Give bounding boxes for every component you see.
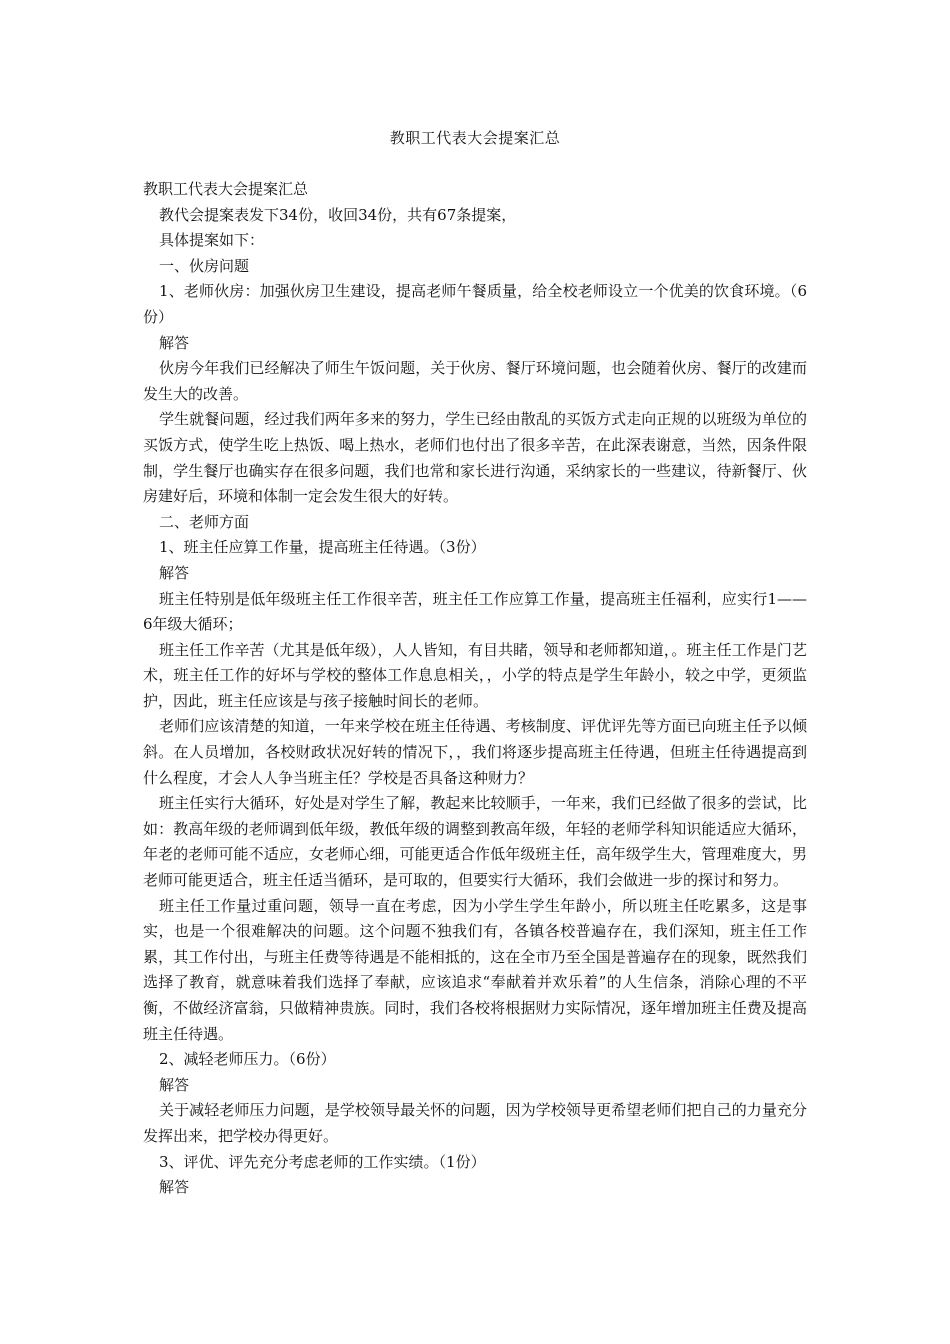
intro-paragraph: 教代会提案表发下34份，收回34份，共有67条提案， bbox=[159, 205, 517, 224]
answer-label: 解答 bbox=[159, 563, 190, 582]
section-heading: 一、伙房问题 bbox=[159, 256, 250, 275]
proposal-item: 3、评优、评先充分考虑老师的工作实绩。（1份） bbox=[159, 1152, 486, 1171]
answer-label: 解答 bbox=[159, 1075, 190, 1094]
document-title: 教职工代表大会提案汇总 bbox=[389, 129, 561, 147]
answer-paragraph: 老师们应该清楚的知道，一年来学校在班主任待遇、考核制度、评优评先等方面已向班主任予以倾斜。在人员增加，各校财政状况好转的情况下，，我们将逐步提高班主任待遇，但班主任待遇提高到什么程度，才会人人争当班主任？学校是否具备这种财力？ bbox=[143, 717, 807, 787]
proposal-item: 1、老师伙房：加强伙房卫生建设，提高老师午餐质量，给全校老师设立一个优美的饮食环境。（6份） bbox=[143, 282, 807, 326]
intro-paragraph: 具体提案如下： bbox=[159, 231, 265, 250]
answer-paragraph: 班主任实行大循环，好处是对学生了解，教起来比较顺手，一年来，我们已经做了很多的尝试，比如：教高年级的老师调到低年级，教低年级的调整到教高年级，年轻的老师学科知识能适应大循环，年老的老师可能不适应，女老师心细，可能更适合作低年级班主任，高年级学生大，管理难度大，男老师可能更适合，班主任适当循环，是可取的，但要实行大循环，我们会做进一步的探讨和努力。 bbox=[143, 794, 807, 890]
document-body bbox=[143, 177, 807, 1201]
answer-paragraph: 学生就餐问题，经过我们两年多来的努力，学生已经由散乱的买饭方式走向正规的以班级为单位的买饭方式，使学生吃上热饭、喝上热水，老师们也付出了很多辛苦，在此深表谢意，当然，因条件限制，学生餐厅也确实存在很多问题，我们也常和家长进行沟通，采纳家长的一些建议，待新餐厅、伙房建好后，环境和体制一定会发生很大的好转。 bbox=[143, 410, 807, 506]
body-heading: 教职工代表大会提案汇总 bbox=[143, 180, 309, 198]
proposal-item: 2、减轻老师压力。（6份） bbox=[159, 1050, 336, 1069]
answer-label: 解答 bbox=[159, 333, 190, 352]
proposal-item: 1、班主任应算工作量，提高班主任待遇。（3份） bbox=[159, 538, 486, 557]
answer-label: 解答 bbox=[159, 1178, 190, 1197]
answer-paragraph: 伙房今年我们已经解决了师生午饭问题，关于伙房、餐厅环境问题，也会随着伙房、餐厅的改建而发生大的改善。 bbox=[143, 359, 807, 403]
answer-paragraph: 班主任特别是低年级班主任工作很辛苦，班主任工作应算工作量，提高班主任福利，应实行1——6年级大循环； bbox=[143, 589, 807, 634]
answer-paragraph: 关于减轻老师压力问题，是学校领导最关怀的问题，因为学校领导更希望老师们把自己的力量充分发挥出来，把学校办得更好。 bbox=[143, 1101, 807, 1145]
section-heading: 二、老师方面 bbox=[159, 512, 250, 531]
answer-paragraph: 班主任工作量过重问题，领导一直在考虑，因为小学生学生年龄小，所以班主任吃累多，这是事实，也是一个很难解决的问题。这个问题不独我们有，各镇各校普遍存在，我们深知，班主任工作累，其工作付出，与班主任费等待遇是不能相抵的，这在全市乃至全国是普遍存在的现象，既然我们选择了教育，就意味着我们选择了奉献，应该追求“奉献着并欢乐着”的人生信条，消除心理的不平衡，不做经济富翁，只做精神贵族。同时，我们各校将根据财力实际情况，逐年增加班主任费及提高班主任待遇。 bbox=[143, 896, 807, 1043]
answer-paragraph: 班主任工作辛苦（尤其是低年级），人人皆知，有目共睹，领导和老师都知道，。班主任工作是门艺术，班主任工作的好坏与学校的整体工作息息相关，，小学的特点是学生年龄小，较之中学，更须监护，因此，班主任应该是与孩子接触时间长的老师。 bbox=[143, 640, 807, 710]
